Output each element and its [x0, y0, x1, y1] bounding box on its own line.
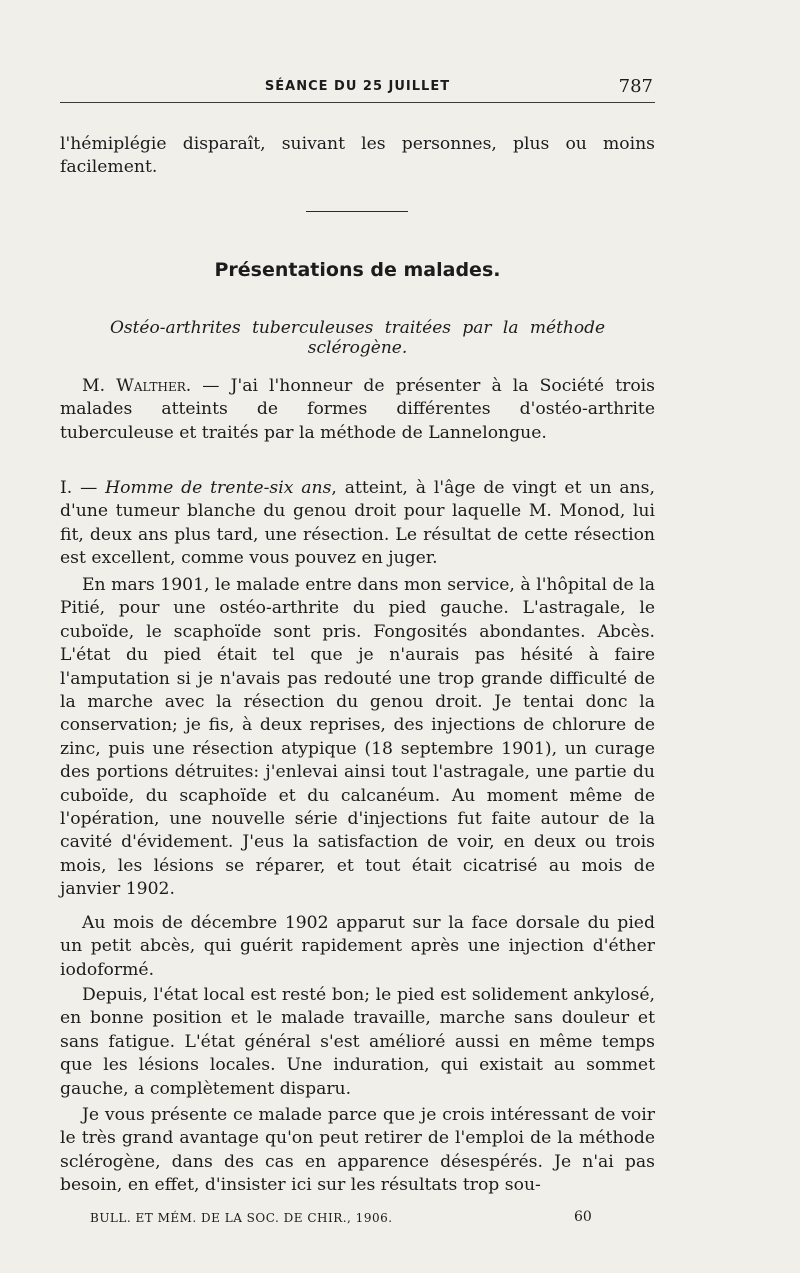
body-paragraph: Je vous présente ce malade parce que je crois intéressant de voir le très grand avantage qu'on peut retirer de l'emploi de la méthode sclérogène, dans des cas en apparence désespérés. Je n'ai pas besoin, en effet, d'insister ici sur les résultats trop sou-	[60, 1105, 655, 1196]
continuation-paragraph: l'hémiplégie disparaît, suivant les personnes, plus ou moins facilement.	[60, 134, 655, 178]
case-number: I. —	[60, 478, 106, 498]
footer-signature: 60	[574, 1209, 592, 1225]
section-divider	[306, 211, 408, 212]
body-paragraph: Au mois de décembre 1902 apparut sur la face dorsale du pied un petit abcès, qui guérit rapidement après une injection d'éther iodoformé.	[60, 913, 655, 980]
case-text: , atteint, à l'âge de vingt et un ans, d'une tumeur blanche du genou droit pour laquelle M. Monod, lui fit, deux ans plus tard, une résection. Le résultat de cette résection est excellent, comme vous pouvez en juger.	[60, 478, 655, 569]
article-subtitle: Ostéo-arthrites tuberculeuses traitées par la méthode sclérogène.	[109, 318, 606, 358]
body-paragraph: Depuis, l'état local est resté bon; le pied est solidement ankylosé, en bonne position et le malade travaille, marche sans douleur et sans fatigue. L'état général s'est amélioré aussi en même temps que les lésions locales. Une induration, qui existait au sommet gauche, a complètement disparu.	[60, 985, 655, 1099]
header-title: SÉANCE DU 25 JUILLET	[264, 79, 451, 94]
running-header	[60, 76, 655, 103]
speaker-prefix: M.	[82, 376, 117, 396]
body-paragraph: En mars 1901, le malade entre dans mon service, à l'hôpital de la Pitié, pour une ostéo-arthrite du pied gauche. L'astragale, le cuboïde, le scaphoïde sont pris. Fongosités abondantes. Abcès. L'état du pied était tel que je n'aurais pas hésité à faire l'amputation si je n'avais pas redouté une trop grande difficulté de la marche avec la résection du genou droit. Je tentai donc la conservation; je fis, à deux reprises, des injections de chlorure de zinc, puis une résection atypique (18 septembre 1901), un curage des portions détruites: j'enlevai ainsi tout l'astragale, une partie du cuboïde, du scaphoïde et du calcanéum. Au moment même de l'opération, une nouvelle série d'injections fut faite autour de la cavité d'évidement. J'eus la satisfaction de voir, en deux ou trois mois, les lésions se réparer, et tout était cicatrisé au mois de janvier 1902.	[60, 575, 655, 900]
document-page	[60, 0, 655, 1273]
intro-text: . — J'ai l'honneur de présenter à la Société trois malades atteints de formes différentes d'ostéo-arthrite tuberculeuse et traités par la méthode de Lannelongue.	[60, 376, 655, 443]
case-paragraph	[60, 477, 655, 571]
case-label: Homme de trente-six ans	[105, 478, 332, 498]
speaker-name: Walther	[116, 376, 186, 396]
page-number: 787	[618, 76, 653, 97]
section-title: Présentations de malades.	[214, 259, 501, 281]
intro-paragraph	[60, 375, 655, 445]
footer-journal: BULL. ET MÉM. DE LA SOC. DE CHIR., 1906.	[90, 1211, 393, 1225]
